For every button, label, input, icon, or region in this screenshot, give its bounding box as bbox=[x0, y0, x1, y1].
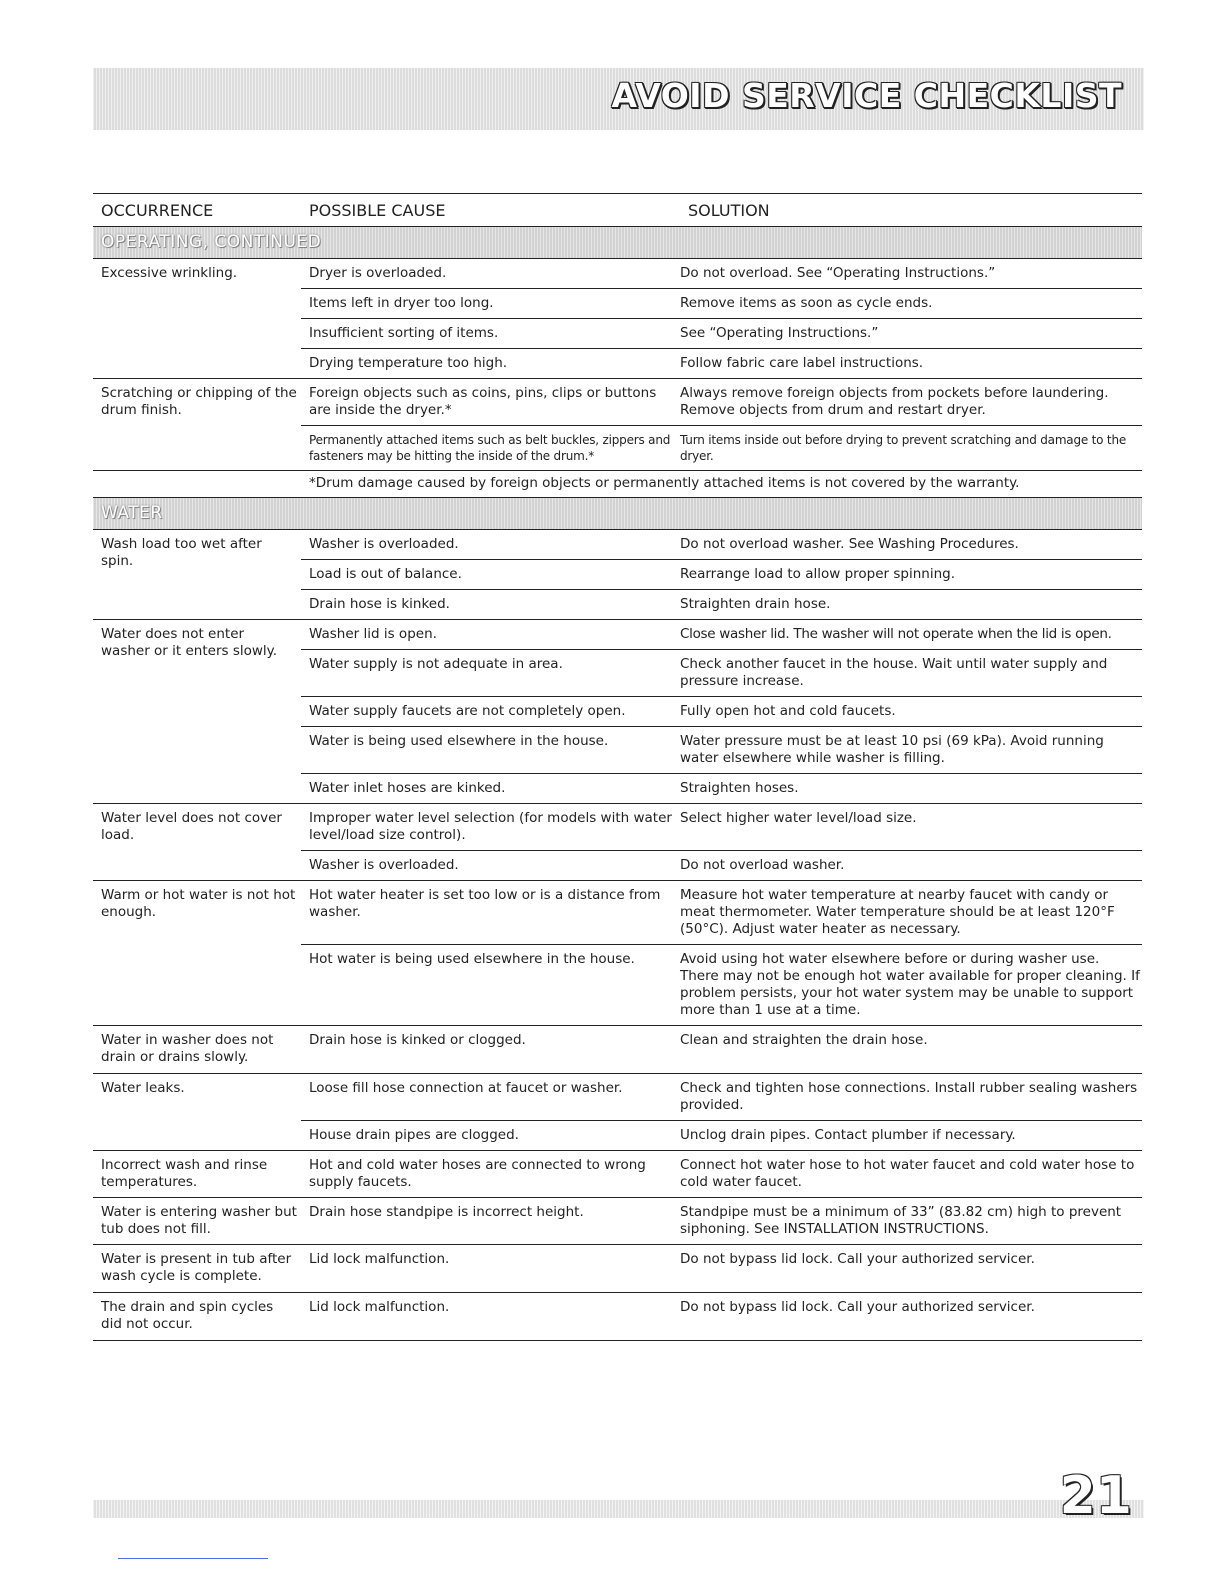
occurrence-text: Incorrect wash and rinse temperatures. bbox=[101, 1157, 268, 1190]
solution-cell: Clean and straighten the drain hose. bbox=[680, 1032, 928, 1048]
table-row bbox=[301, 650, 1142, 697]
occurrence-text: Water does not enter washer or it enters slowly. bbox=[101, 626, 278, 659]
cause-cell: Water is being used elsewhere in the house. bbox=[309, 733, 609, 749]
occurrence-group bbox=[93, 259, 1142, 379]
solution-cell: Straighten drain hose. bbox=[680, 596, 831, 612]
occurrence-text: Water leaks. bbox=[101, 1080, 185, 1096]
cause-cell: Permanently attached items such as belt buckles, zippers and fasteners may be hitting the inside of the drum.* bbox=[309, 433, 671, 463]
cause-cell: Drain hose is kinked. bbox=[309, 596, 450, 612]
table-header bbox=[93, 193, 1142, 227]
occurrence-text: Scratching or chipping of the drum finish. bbox=[101, 385, 297, 418]
occurrence-text: Water is entering washer but tub does not fill. bbox=[101, 1204, 297, 1237]
solution-cell: Connect hot water hose to hot water faucet and cold water hose to cold water faucet. bbox=[680, 1157, 1135, 1190]
table-row bbox=[301, 774, 1142, 803]
table-row bbox=[301, 259, 1142, 289]
title-banner bbox=[93, 68, 1144, 130]
solution-cell: Select higher water level/load size. bbox=[680, 810, 917, 826]
cause-cell: Water supply is not adequate in area. bbox=[309, 656, 563, 672]
solution-cell: Check another faucet in the house. Wait until water supply and pressure increase. bbox=[680, 656, 1108, 689]
page-title: AVOID SERVICE CHECKLIST bbox=[611, 76, 1122, 115]
cause-cell: Lid lock malfunction. bbox=[309, 1251, 450, 1267]
cause-cell: Hot water heater is set too low or is a distance from washer. bbox=[309, 887, 661, 920]
occurrence-text: Water level does not cover load. bbox=[101, 810, 282, 843]
table-row bbox=[301, 1074, 1142, 1121]
cause-cell: Washer lid is open. bbox=[309, 626, 437, 642]
table-row bbox=[301, 590, 1142, 619]
occurrence-group bbox=[93, 804, 1142, 881]
cause-cell: Loose fill hose connection at faucet or washer. bbox=[309, 1080, 623, 1096]
table-row bbox=[301, 1198, 1142, 1244]
cause-cell: Items left in dryer too long. bbox=[309, 295, 494, 311]
section-bar-operating bbox=[93, 227, 1142, 259]
occurrence-group bbox=[93, 530, 1142, 620]
header-solution: SOLUTION bbox=[688, 200, 770, 220]
table-row bbox=[301, 379, 1142, 426]
solution-cell: Unclog drain pipes. Contact plumber if necessary. bbox=[680, 1127, 1016, 1143]
table-row bbox=[301, 851, 1142, 880]
checklist-table bbox=[93, 193, 1142, 1341]
solution-cell: Fully open hot and cold faucets. bbox=[680, 703, 896, 719]
cause-cell: Water supply faucets are not completely open. bbox=[309, 703, 626, 719]
table-row bbox=[301, 881, 1142, 945]
occurrence-group bbox=[93, 881, 1142, 1026]
table-row bbox=[301, 349, 1142, 378]
cause-cell: Dryer is overloaded. bbox=[309, 265, 447, 281]
warranty-note: *Drum damage caused by foreign objects or permanently attached items is not covered by the warranty. bbox=[93, 471, 1142, 498]
cause-cell: Foreign objects such as coins, pins, clips or buttons are inside the dryer.* bbox=[309, 385, 657, 418]
section-bar-water bbox=[93, 498, 1142, 530]
occurrence-group bbox=[93, 1026, 1142, 1074]
footer-bar bbox=[93, 1500, 1144, 1518]
solution-cell: Do not bypass lid lock. Call your authorized servicer. bbox=[680, 1251, 1035, 1267]
table-row bbox=[301, 530, 1142, 560]
page-number: 21 bbox=[1059, 1466, 1132, 1526]
table-row bbox=[301, 1245, 1142, 1292]
solution-cell: Avoid using hot water elsewhere before or during washer use. There may not be enough hot water available for proper cleaning. If problem persists, your hot water system may be unable to support more than 1 use at a time. bbox=[680, 951, 1140, 1018]
cause-cell: Hot water is being used elsewhere in the house. bbox=[309, 951, 635, 967]
solution-cell: Close washer lid. The washer will not operate when the lid is open. bbox=[680, 626, 1112, 642]
occurrence-group bbox=[93, 1245, 1142, 1293]
header-occurrence: OCCURRENCE bbox=[101, 200, 214, 220]
table-row bbox=[301, 426, 1142, 470]
table-row bbox=[301, 1151, 1142, 1197]
solution-cell: Do not bypass lid lock. Call your authorized servicer. bbox=[680, 1299, 1035, 1315]
cause-cell: Drain hose standpipe is incorrect height. bbox=[309, 1204, 584, 1220]
occurrence-text: Water is present in tub after wash cycle is complete. bbox=[101, 1251, 292, 1284]
cause-cell: Insufficient sorting of items. bbox=[309, 325, 499, 341]
solution-cell: Do not overload washer. See Washing Procedures. bbox=[680, 536, 1019, 552]
occurrence-text: Water in washer does not drain or drains slowly. bbox=[101, 1032, 274, 1065]
table-row bbox=[301, 620, 1142, 650]
cause-cell: Washer is overloaded. bbox=[309, 857, 459, 873]
occurrence-group bbox=[93, 1198, 1142, 1245]
cause-cell: Hot and cold water hoses are connected to wrong supply faucets. bbox=[309, 1157, 646, 1190]
table-row bbox=[301, 1293, 1142, 1340]
section-label: WATER bbox=[101, 503, 163, 523]
solution-cell: Always remove foreign objects from pockets before laundering. Remove objects from drum and restart dryer. bbox=[680, 385, 1109, 418]
occurrence-group bbox=[93, 1151, 1142, 1198]
occurrence-group bbox=[93, 379, 1142, 471]
solution-cell: Straighten hoses. bbox=[680, 780, 799, 796]
table-row bbox=[301, 727, 1142, 774]
occurrence-text: Warm or hot water is not hot enough. bbox=[101, 887, 296, 920]
solution-cell: Check and tighten hose connections. Install rubber sealing washers provided. bbox=[680, 1080, 1138, 1113]
solution-cell: Remove items as soon as cycle ends. bbox=[680, 295, 933, 311]
cause-cell: Water inlet hoses are kinked. bbox=[309, 780, 506, 796]
occurrence-text: The drain and spin cycles did not occur. bbox=[101, 1299, 274, 1332]
table-row bbox=[301, 804, 1142, 851]
solution-cell: Follow fabric care label instructions. bbox=[680, 355, 924, 371]
table-row bbox=[301, 697, 1142, 727]
cause-cell: Drying temperature too high. bbox=[309, 355, 508, 371]
occurrence-text: Excessive wrinkling. bbox=[101, 265, 238, 281]
cause-cell: Improper water level selection (for models with water level/load size control). bbox=[309, 810, 672, 843]
occurrence-group bbox=[93, 620, 1142, 804]
solution-cell: Do not overload. See “Operating Instructions.” bbox=[680, 265, 996, 281]
cause-cell: House drain pipes are clogged. bbox=[309, 1127, 519, 1143]
cause-cell: Load is out of balance. bbox=[309, 566, 462, 582]
solution-cell: Turn items inside out before drying to prevent scratching and damage to the dryer. bbox=[680, 433, 1127, 463]
occurrence-group bbox=[93, 1293, 1142, 1341]
solution-cell: Rearrange load to allow proper spinning. bbox=[680, 566, 955, 582]
cause-cell: Drain hose is kinked or clogged. bbox=[309, 1032, 526, 1048]
solution-cell: See “Operating Instructions.” bbox=[680, 325, 879, 341]
table-row bbox=[301, 289, 1142, 319]
table-row bbox=[301, 319, 1142, 349]
solution-cell: Water pressure must be at least 10 psi (69 kPa). Avoid running water elsewhere while washer is filling. bbox=[680, 733, 1104, 766]
bottom-link-line bbox=[118, 1558, 268, 1559]
solution-cell: Standpipe must be a minimum of 33” (83.82 cm) high to prevent siphoning. See INSTALLATION INSTRUCTIONS. bbox=[680, 1204, 1122, 1237]
solution-cell: Measure hot water temperature at nearby faucet with candy or meat thermometer. Water temperature should be at least 120°F (50°C). Adjust water heater as necessary. bbox=[680, 887, 1115, 937]
table-row bbox=[301, 1026, 1142, 1073]
table-row bbox=[301, 1121, 1142, 1150]
table-row bbox=[301, 560, 1142, 590]
header-cause: POSSIBLE CAUSE bbox=[309, 200, 446, 220]
cause-cell: Washer is overloaded. bbox=[309, 536, 459, 552]
occurrence-text: Wash load too wet after spin. bbox=[101, 536, 262, 569]
solution-cell: Do not overload washer. bbox=[680, 857, 845, 873]
cause-cell: Lid lock malfunction. bbox=[309, 1299, 450, 1315]
table-row bbox=[301, 945, 1142, 1025]
section-label: OPERATING, CONTINUED bbox=[101, 232, 322, 252]
occurrence-group bbox=[93, 1074, 1142, 1151]
